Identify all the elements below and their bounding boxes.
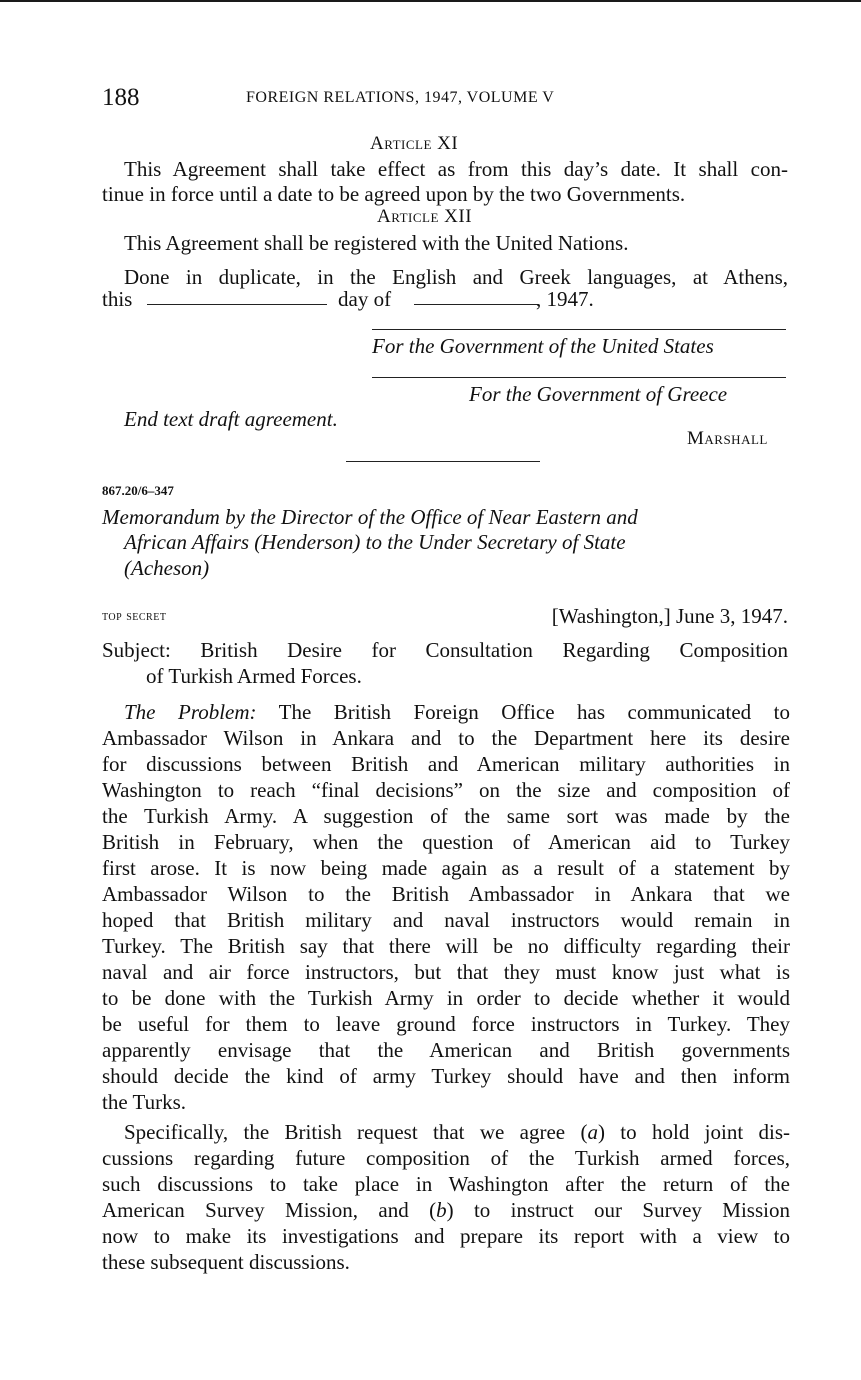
memo-title-line-3: (Acheson) xyxy=(124,556,210,580)
running-title: FOREIGN RELATIONS, 1947, VOLUME V xyxy=(246,89,555,106)
para1-line-1 xyxy=(124,700,790,725)
end-text-note: End text draft agreement. xyxy=(124,407,338,431)
para1-line-2: Ambassador Wilson in Ankara and to the Department here its desire xyxy=(102,726,790,750)
place-date: [Washington,] June 3, 1947. xyxy=(551,604,788,628)
item-b-marker: b xyxy=(436,1198,447,1222)
memo-title-line-1: Memorandum by the Director of the Office of Near Eastern and xyxy=(102,505,638,529)
blank-month-line xyxy=(414,304,538,305)
para2-line-1 xyxy=(124,1120,790,1145)
para1-line-8: Ambassador Wilson to the British Ambassador in Ankara that we xyxy=(102,882,790,906)
para1-line-5: the Turkish Army. A suggestion of the same sort was made by the xyxy=(102,804,790,828)
item-a-marker: a xyxy=(587,1120,598,1144)
para2-line-5: now to make its investigations and prepare its report with a view to xyxy=(102,1224,790,1248)
blank-day-line xyxy=(147,304,327,305)
classification: top secret xyxy=(102,609,167,624)
page-number: 188 xyxy=(102,84,140,111)
top-border xyxy=(0,0,861,2)
done-day-of: day of xyxy=(338,287,392,311)
para1-line-10: Turkey. The British say that there will be no difficulty regarding their xyxy=(102,934,790,958)
para2-line-4a: American Survey Mission, and ( xyxy=(102,1198,437,1222)
para1-line-9: hoped that British military and naval instructors would remain in xyxy=(102,908,790,932)
para2-line-1b: ) to hold joint dis- xyxy=(597,1120,790,1144)
para2-line-4 xyxy=(102,1198,790,1223)
para2-line-1a: Specifically, the British request that we agree ( xyxy=(124,1120,588,1144)
signature-line-greece xyxy=(372,377,786,378)
para1-line-11: naval and air force instructors, but that they must know just what is xyxy=(102,960,790,984)
para1-line-4: Washington to reach “final decisions” on the size and composition of xyxy=(102,778,790,802)
para1-line-12: to be done with the Turkish Army in order to decide whether it would xyxy=(102,986,790,1010)
signature-us: For the Government of the United States xyxy=(372,334,714,358)
section-divider xyxy=(346,461,540,462)
para1-line-1-rest: The British Foreign Office has communicated to xyxy=(256,700,790,724)
done-line-1: Done in duplicate, in the English and Greek languages, at Athens, xyxy=(124,265,788,289)
para1-line-7: first arose. It is now being made again as a result of a statement by xyxy=(102,856,790,880)
para2-line-6: these subsequent discussions. xyxy=(102,1250,350,1274)
file-number: 867.20/6–347 xyxy=(102,483,174,498)
para1-line-14: apparently envisage that the American and British governments xyxy=(102,1038,790,1062)
para1-line-15: should decide the kind of army Turkey should have and then inform xyxy=(102,1064,790,1088)
subject-line-1: Subject: British Desire for Consultation Regarding Composition xyxy=(102,638,788,662)
problem-lead: The Problem: xyxy=(124,700,257,724)
para1-line-6: British in February, when the question of American aid to Turkey xyxy=(102,830,790,854)
article-xi-heading: Article XI xyxy=(370,133,459,154)
para1-last-line: the Turks. xyxy=(102,1090,187,1114)
article-xii-heading: Article XII xyxy=(377,206,473,227)
subject-line-2: of Turkish Armed Forces. xyxy=(146,664,362,688)
article-xii-line-1: This Agreement shall be registered with the United Nations. xyxy=(124,231,629,255)
article-xi-line-2: tinue in force until a date to be agreed upon by the two Governments. xyxy=(102,182,686,206)
para2-line-4b: ) to instruct our Survey Mission xyxy=(446,1198,790,1222)
article-xi-line-1: This Agreement shall take effect as from this day’s date. It shall con- xyxy=(124,157,788,181)
done-year: , 1947. xyxy=(536,287,594,311)
para1-line-13: be useful for them to leave ground force instructors in Turkey. They xyxy=(102,1012,790,1036)
para2-line-2: cussions regarding future composition of the Turkish armed forces, xyxy=(102,1146,790,1170)
para1-line-3: for discussions between British and American military authorities in xyxy=(102,752,790,776)
done-this: this xyxy=(102,287,133,311)
signature-greece: For the Government of Greece xyxy=(469,382,728,406)
para2-line-3: such discussions to take place in Washington after the return of the xyxy=(102,1172,790,1196)
signature-line-us xyxy=(372,329,786,330)
memo-title-line-2: African Affairs (Henderson) to the Under Secretary of State xyxy=(124,530,626,554)
signer-name: Marshall xyxy=(687,428,768,449)
